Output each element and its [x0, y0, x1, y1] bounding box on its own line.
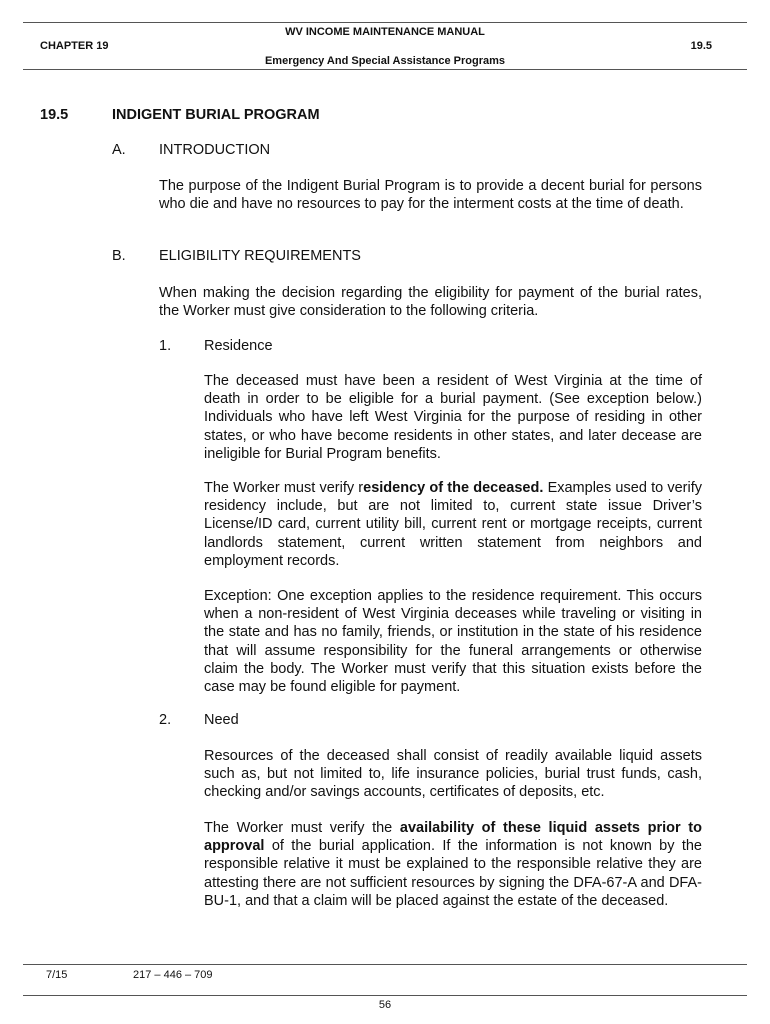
header-bottom-rule — [23, 69, 747, 70]
manual-title: WV INCOME MAINTENANCE MANUAL — [285, 26, 485, 38]
footer-bottom-rule — [23, 995, 747, 996]
chapter-label: CHAPTER 19 — [40, 40, 109, 52]
page-number: 56 — [378, 999, 392, 1011]
need-p2-text-a: The Worker must verify the — [204, 820, 400, 836]
need-paragraph-1: Resources of the deceased shall consist of readily available liquid assets such as, but not limited to, life insurance policies, burial trust funds, cash, checking and/or savings accounts, certificates of deposits, etc. — [204, 748, 702, 801]
footer-code: 217 – 446 – 709 — [133, 969, 213, 981]
residence-p2-text-a: The Worker must verify r — [204, 480, 364, 496]
need-p2-text-b: of the burial application. If the information is not known by the responsible relative it must be explained to the responsible relative they are attesting there are not sufficient resources by signing the DFA-67-A and DFA-BU-1, and that a claim will be placed against the estate of the deceased. — [204, 838, 702, 909]
residence-p2-bold: esidency of the deceased. — [363, 480, 544, 496]
item-1-number: 1. — [159, 338, 172, 354]
footer-top-rule — [23, 964, 747, 965]
introduction-paragraph: The purpose of the Indigent Burial Program is to provide a decent burial for persons who die and have no resources to pay for the interment costs at the time of death. — [159, 178, 702, 213]
eligibility-intro-paragraph: When making the decision regarding the eligibility for payment of the burial rates, the Worker must give consideration to the following criteria. — [159, 285, 702, 320]
header-section-number: 19.5 — [690, 40, 712, 52]
residence-paragraph-1: The deceased must have been a resident of West Virginia at the time of death in order to be eligible for a burial payment. (See exception below.) Individuals who have left West Virginia for the purpose of residing in other states, or who have become residents in other states, and later decease are ineligible for Burial Program benefits. — [204, 373, 702, 462]
need-p2-bold: availability of these liquid assets prior to approval — [204, 820, 702, 855]
header-top-rule — [23, 22, 747, 23]
item-2-title: Need — [204, 712, 239, 728]
residence-paragraph-2 — [204, 479, 702, 570]
part-a-letter: A. — [112, 142, 126, 158]
need-paragraph-2 — [204, 819, 702, 910]
header-subtitle: Emergency And Special Assistance Programs — [264, 55, 506, 67]
residence-p2-text-b: Examples used to verify residency include, but are not limited to, current state issue Driver’s License/ID card, current utility bill, current rent or mortgage receipts, current landlords statement, current written statement from neighbors and employment records. — [204, 480, 703, 569]
item-2-number: 2. — [159, 712, 172, 728]
footer-date: 7/15 — [46, 969, 68, 981]
section-title: INDIGENT BURIAL PROGRAM — [112, 107, 320, 123]
part-a-title: INTRODUCTION — [159, 142, 271, 158]
residence-exception-paragraph: Exception: One exception applies to the residence requirement. This occurs when a non-resident of West Virginia deceases while traveling or visiting in the state and has no family, friends, or institution in the state of his residence that will assume responsibility for the funeral arrangements or otherwise claim the body. The Worker must verify that this situation exists before the case may be found eligible for payment. — [204, 588, 702, 696]
part-b-letter: B. — [112, 248, 126, 264]
item-1-title: Residence — [204, 338, 273, 354]
part-b-title: ELIGIBILITY REQUIREMENTS — [159, 248, 361, 264]
section-number: 19.5 — [40, 107, 69, 123]
